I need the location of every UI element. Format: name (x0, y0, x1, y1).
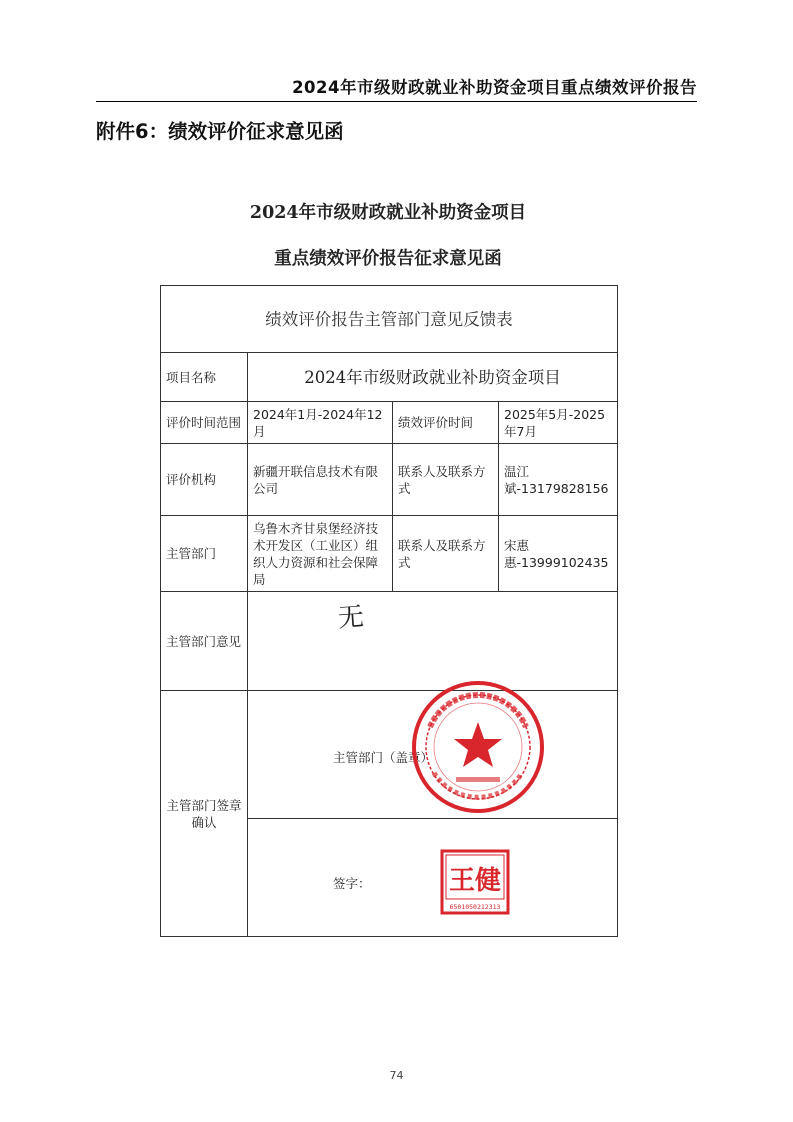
personal-name-seal-icon (440, 849, 510, 915)
project-name-label: 项目名称 (161, 353, 248, 402)
contact-value-1: 温江斌-13179828156 (499, 444, 618, 516)
seal-area (248, 691, 617, 819)
seal-label: 主管部门（盖章） (333, 750, 434, 765)
eval-time-value: 2025年5月-2025年7月 (499, 402, 618, 444)
eval-period-row (161, 402, 618, 444)
opinion-label: 主管部门意见 (161, 592, 248, 691)
contact-value-2: 宋惠惠-13999102435 (499, 516, 618, 592)
sign-label: 签字： (333, 876, 371, 891)
official-seal-icon (408, 677, 548, 817)
page-number: 74 (389, 1069, 404, 1082)
feedback-form-table (160, 285, 618, 937)
dept-row (161, 516, 618, 592)
project-name-row (161, 353, 618, 402)
eval-scope-label: 评价时间范围 (161, 402, 248, 444)
eval-scope-value: 2024年1月-2024年12月 (248, 402, 393, 444)
confirm-row (161, 691, 618, 937)
opinion-cell (248, 592, 618, 691)
eval-org-value: 新疆开联信息技术有限公司 (248, 444, 393, 516)
project-name-value: 2024年市级财政就业补助资金项目 (248, 353, 618, 402)
form-subtitle: 绩效评价报告主管部门意见反馈表 (161, 286, 618, 353)
signature-area (248, 819, 617, 936)
letter-title-line-1: 2024年市级财政就业补助资金项目 (249, 203, 527, 223)
opinion-row (161, 592, 618, 691)
running-header: 2024年市级财政就业补助资金项目重点绩效评价报告 (292, 78, 697, 97)
form-subtitle-row (161, 286, 618, 353)
personal-seal-number: 6501050212313 (449, 903, 501, 911)
confirm-label: 主管部门签章确认 (161, 691, 248, 937)
header-divider (96, 101, 697, 102)
eval-org-row (161, 444, 618, 516)
letter-title-line-2: 重点绩效评价报告征求意见函 (274, 249, 502, 269)
attachment-title: 附件6：绩效评价征求意见函 (96, 120, 344, 143)
opinion-handwritten-value: 无 (336, 602, 365, 634)
dept-value: 乌鲁木齐甘泉堡经济技术开发区（工业区）组织人力资源和社会保障局 (248, 516, 393, 592)
dept-label: 主管部门 (161, 516, 248, 592)
eval-time-label: 绩效评价时间 (393, 402, 499, 444)
contact-label-2: 联系人及联系方式 (393, 516, 499, 592)
eval-org-label: 评价机构 (161, 444, 248, 516)
personal-seal-name: 王健 (448, 866, 502, 896)
confirm-cell (248, 691, 618, 937)
contact-label-1: 联系人及联系方式 (393, 444, 499, 516)
